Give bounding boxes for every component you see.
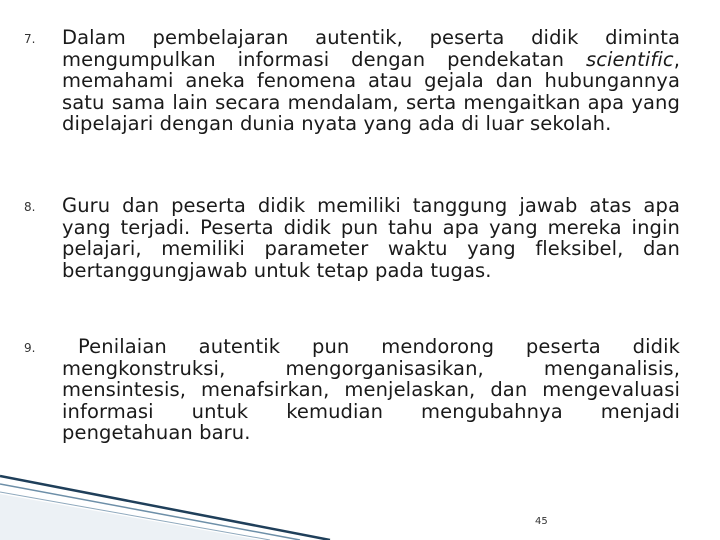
item-number: 7.: [24, 32, 36, 46]
item-text-part: Penilaian autentik pun mendorong peserta didik mengkonstruksi, mengorganisasikan, menganalisis, mensintesis, menafsirkan, menjelaskan, dan mengevaluasi informasi untuk kemudian mengubahnya menjadi pengetahuan baru.: [62, 335, 680, 444]
corner-decoration: [0, 450, 720, 540]
item-number: 8.: [24, 200, 36, 214]
item-text: Guru dan peserta didik memiliki tanggung jawab atas apa yang terjadi. Peserta didik pun tahu apa yang mereka ingin pelajari, memiliki parameter waktu yang fleksibel, dan bertanggungjawab untuk tetap pada tugas.: [62, 194, 680, 282]
item-text-part: Dalam pembelajaran autentik, peserta didik diminta mengumpulkan informasi dengan pendekatan: [62, 26, 680, 71]
item-text-italic: scientific: [585, 47, 674, 71]
item-number: 9.: [24, 341, 36, 355]
item-text-part: , memahami aneka fenomena atau gejala dan hubungannya satu sama lain secara mendalam, serta mengaitkan apa yang dipelajari dengan dunia nyata yang ada di luar sekolah.: [62, 47, 680, 135]
item-text: [62, 336, 680, 444]
item-text: [62, 27, 680, 135]
page-number: 45: [535, 516, 548, 527]
